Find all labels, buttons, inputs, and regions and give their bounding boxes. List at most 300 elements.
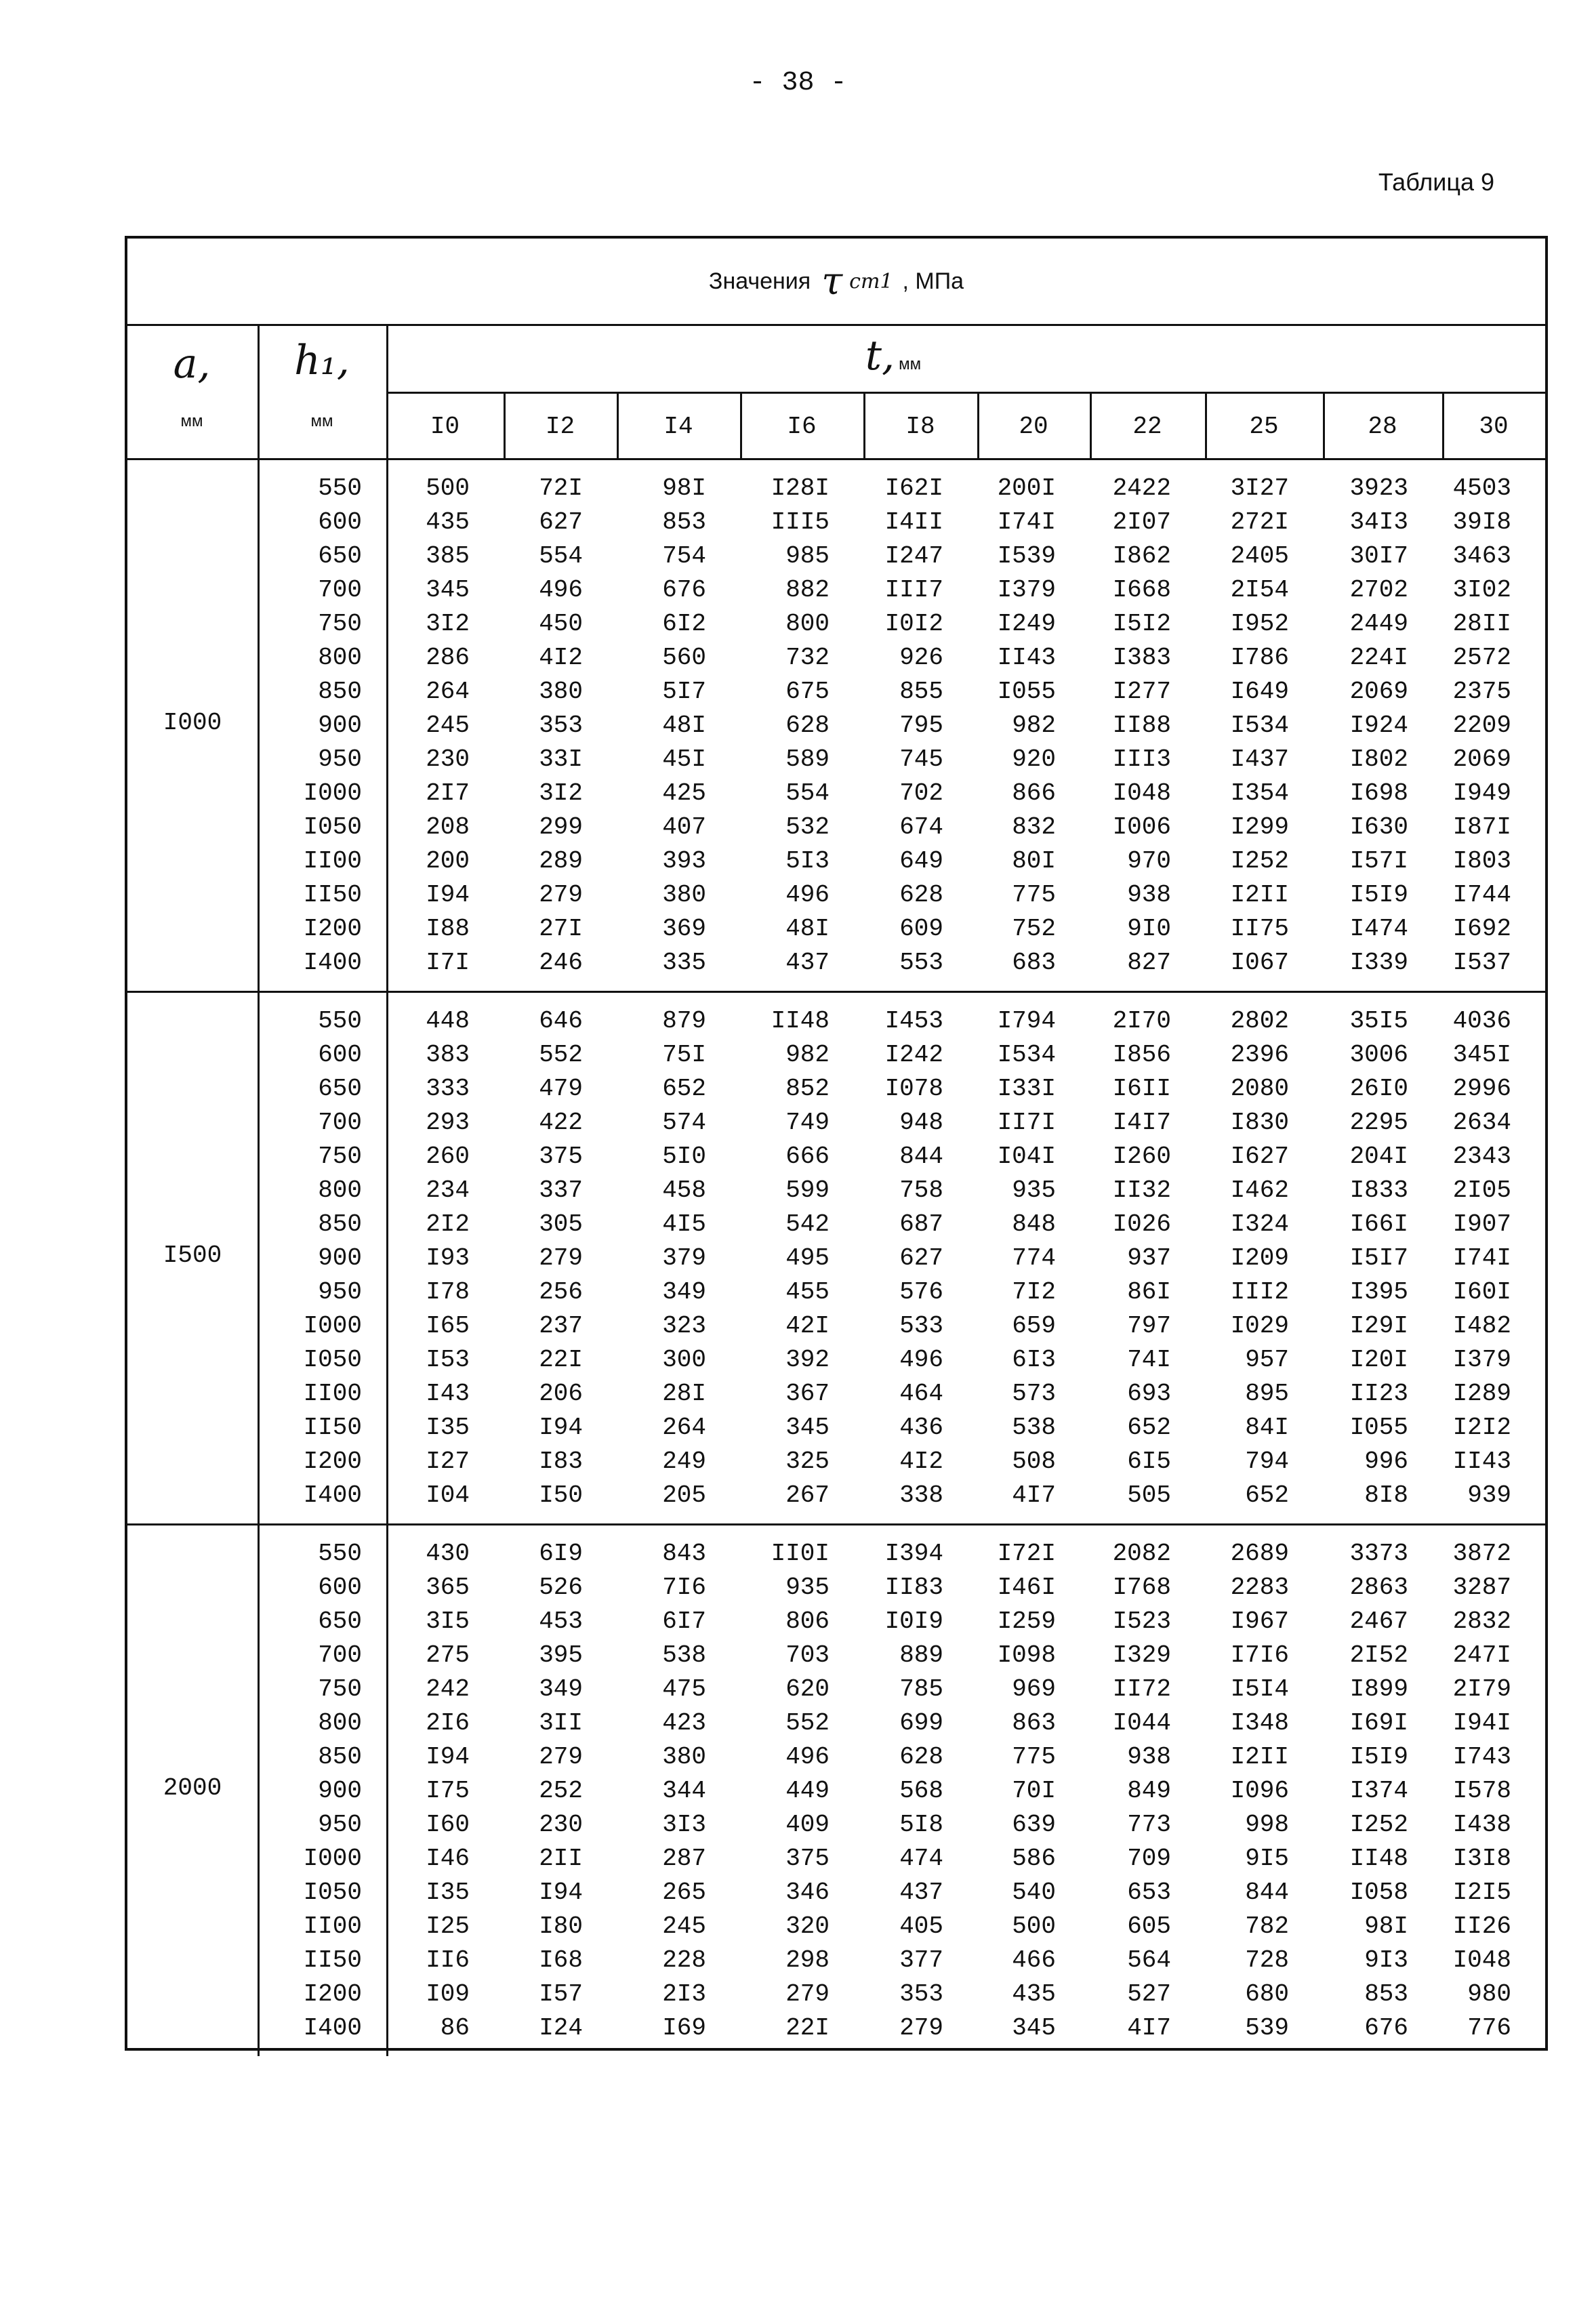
table-cell: 2375 (1452, 678, 1511, 705)
table-cell: 5I3 (785, 847, 830, 875)
t-label: t, (865, 332, 895, 380)
table-cell: 234 (426, 1176, 470, 1204)
table-cell: I833 (1349, 1176, 1408, 1204)
table-cell: 275 (426, 1641, 470, 1669)
table-cell: I94I (1452, 1709, 1511, 1737)
table-cell: 455 (785, 1278, 830, 1306)
table-cell: I437 (1230, 745, 1289, 773)
table-cell: 279 (539, 1743, 583, 1771)
table-cell: 45I (662, 745, 706, 773)
table-cell: 28II (1452, 610, 1511, 638)
table-cell: II32 (1112, 1176, 1171, 1204)
table-cell: 676 (662, 576, 706, 604)
table-cell: I25 (426, 1912, 470, 1940)
h1-value: I400 (303, 949, 362, 977)
table-cell: I768 (1112, 1574, 1171, 1601)
table-cell: 27I (539, 915, 583, 943)
table-cell: 693 (1127, 1380, 1171, 1408)
table-cell: 9I3 (1364, 1946, 1408, 1974)
a-value: 2000 (163, 1774, 222, 1802)
h1-value: 850 (318, 678, 362, 705)
table-cell: 948 (899, 1109, 943, 1136)
table-cell: I94 (539, 1879, 583, 1906)
table-cell: 2I2 (426, 1210, 470, 1238)
table-cell: 4I2 (539, 644, 583, 672)
table-cell: I2I2 (1452, 1414, 1511, 1441)
table-cell: 586 (1012, 1845, 1056, 1872)
table-cell: I7I6 (1230, 1641, 1289, 1669)
table-cell: 436 (899, 1414, 943, 1441)
h1-value: 900 (318, 712, 362, 739)
table-cell: I57I (1349, 847, 1408, 875)
table-cell: II7I (997, 1109, 1056, 1136)
table-cell: 365 (426, 1574, 470, 1601)
table-cell: 3872 (1452, 1540, 1511, 1568)
table-cell: I395 (1349, 1278, 1408, 1306)
table-cell: 346 (785, 1879, 830, 1906)
table-cell: 3287 (1452, 1574, 1511, 1601)
table-label: Таблица 9 (1378, 168, 1494, 196)
table-cell: 709 (1127, 1845, 1171, 1872)
table-cell: 34I3 (1349, 508, 1408, 536)
table-cell: I630 (1349, 813, 1408, 841)
table-cell: I856 (1112, 1041, 1171, 1069)
table-cell: 2996 (1452, 1075, 1511, 1103)
h1-value: I000 (303, 779, 362, 807)
table-cell: 895 (1245, 1380, 1289, 1408)
table-cell: I006 (1112, 813, 1171, 841)
h1-value: I050 (303, 1346, 362, 1374)
table-cell: 849 (1127, 1777, 1171, 1805)
table-cell: 377 (899, 1946, 943, 1974)
table-cell: 320 (785, 1912, 830, 1940)
table-cell: 749 (785, 1109, 830, 1136)
table-cell: I786 (1230, 644, 1289, 672)
h1-value: 600 (318, 1041, 362, 1069)
table-cell: 437 (899, 1879, 943, 1906)
table-cell: 505 (1127, 1481, 1171, 1509)
table-cell: 827 (1127, 949, 1171, 977)
h1-value: 650 (318, 1075, 362, 1103)
table-cell: 675 (785, 678, 830, 705)
table-cell: 22I (785, 2014, 830, 2042)
t-column-header: I6 (787, 413, 817, 441)
table-cell: 2832 (1452, 1607, 1511, 1635)
table-cell: 2I79 (1452, 1675, 1511, 1703)
table-cell: 998 (1245, 1811, 1289, 1839)
table-cell: 337 (539, 1176, 583, 1204)
title-unit: , МПа (902, 268, 964, 294)
table-cell: 542 (785, 1210, 830, 1238)
table-cell: I924 (1349, 712, 1408, 739)
table-cell: 508 (1012, 1448, 1056, 1475)
table-cell: 785 (899, 1675, 943, 1703)
table-cell: 74I (1127, 1346, 1171, 1374)
table-cell: 496 (785, 1743, 830, 1771)
a-value: I000 (163, 709, 222, 737)
table-cell: I4II (884, 508, 943, 536)
t-column-header: 25 (1249, 413, 1279, 441)
table-cell: I329 (1112, 1641, 1171, 1669)
h1-value: 700 (318, 1641, 362, 1669)
table-cell: 5I0 (662, 1143, 706, 1170)
table-cell: I096 (1230, 1777, 1289, 1805)
h1-value: I400 (303, 2014, 362, 2042)
table-cell: 464 (899, 1380, 943, 1408)
h1-value: II50 (303, 1946, 362, 1974)
table-cell: I058 (1349, 1879, 1408, 1906)
table-cell: 599 (785, 1176, 830, 1204)
table-cell: I802 (1349, 745, 1408, 773)
h1-value: 750 (318, 1675, 362, 1703)
group-divider (127, 991, 1545, 993)
table-cell: I04I (997, 1143, 1056, 1170)
table-cell: 533 (899, 1312, 943, 1340)
h1-value: 900 (318, 1777, 362, 1805)
table-cell: 3I02 (1452, 576, 1511, 604)
table-cell: I067 (1230, 949, 1289, 977)
table-cell: 496 (785, 881, 830, 909)
t-unit: мм (899, 355, 922, 373)
t-column-header: I4 (663, 413, 693, 441)
table-cell: I69 (662, 2014, 706, 2042)
table-cell: I72I (997, 1540, 1056, 1568)
table-cell: II6 (426, 1946, 470, 1974)
h1-value: II00 (303, 1380, 362, 1408)
table-cell: I299 (1230, 813, 1289, 841)
table-cell: 732 (785, 644, 830, 672)
table-cell: 832 (1012, 813, 1056, 841)
table-cell: 3923 (1349, 474, 1408, 502)
table-cell: I743 (1452, 1743, 1511, 1771)
table-cell: I4I7 (1112, 1109, 1171, 1136)
table-cell: I0I2 (884, 610, 943, 638)
table-cell: I04 (426, 1481, 470, 1509)
table-cell: III3 (1112, 745, 1171, 773)
table-cell: 289 (539, 847, 583, 875)
table-cell: 2080 (1230, 1075, 1289, 1103)
table-cell: 333 (426, 1075, 470, 1103)
table-cell: I374 (1349, 1777, 1408, 1805)
table-cell: I2II (1230, 881, 1289, 909)
table-cell: 3II (539, 1709, 583, 1737)
table-cell: 652 (662, 1075, 706, 1103)
table-cell: 745 (899, 745, 943, 773)
h1-value: 650 (318, 542, 362, 570)
t-column-header: 28 (1368, 413, 1397, 441)
table-cell: 6I2 (662, 610, 706, 638)
table-cell: I5I2 (1112, 610, 1171, 638)
table-cell: 800 (785, 610, 830, 638)
table-cell: 4I2 (899, 1448, 943, 1475)
table-cell: 496 (899, 1346, 943, 1374)
table-cell: 938 (1127, 881, 1171, 909)
table-cell: 649 (899, 847, 943, 875)
table-cell: 3I27 (1230, 474, 1289, 502)
table-cell: 985 (785, 542, 830, 570)
h1-value: 750 (318, 1143, 362, 1170)
table-cell: 564 (1127, 1946, 1171, 1974)
h1-value: I000 (303, 1312, 362, 1340)
table-cell: I907 (1452, 1210, 1511, 1238)
table-cell: 527 (1127, 1980, 1171, 2008)
table-cell: 609 (899, 915, 943, 943)
table-cell: 2572 (1452, 644, 1511, 672)
table-cell: I57 (539, 1980, 583, 2008)
table-cell: I967 (1230, 1607, 1289, 1635)
table-cell: I324 (1230, 1210, 1289, 1238)
table-cell: 98I (662, 474, 706, 502)
table-cell: 205 (662, 1481, 706, 1509)
table-cell: 996 (1364, 1448, 1408, 1475)
table-cell: 246 (539, 949, 583, 977)
table-cell: 30I7 (1349, 542, 1408, 570)
table-cell: I2I5 (1452, 1879, 1511, 1906)
table-cell: 466 (1012, 1946, 1056, 1974)
table-cell: I62I (884, 474, 943, 502)
table-cell: 422 (539, 1109, 583, 1136)
h1-value: 950 (318, 1278, 362, 1306)
table-cell: 2II (539, 1845, 583, 1872)
table-cell: 344 (662, 1777, 706, 1805)
table-cell: I260 (1112, 1143, 1171, 1170)
table-cell: 568 (899, 1777, 943, 1805)
table-cell: 345 (785, 1414, 830, 1441)
table-cell: I523 (1112, 1607, 1171, 1635)
table-cell: I94 (426, 881, 470, 909)
table-cell: I35 (426, 1879, 470, 1906)
table-cell: 409 (785, 1811, 830, 1839)
table-cell: I74I (997, 508, 1056, 536)
table-cell: I68 (539, 1946, 583, 1974)
table-cell: I60 (426, 1811, 470, 1839)
table-cell: 532 (785, 813, 830, 841)
table-cell: 652 (1127, 1414, 1171, 1441)
table-cell: I94 (426, 1743, 470, 1771)
table-cell: 628 (899, 881, 943, 909)
t-column-header: 20 (1019, 413, 1048, 441)
table-cell: I899 (1349, 1675, 1408, 1703)
table-cell: 628 (899, 1743, 943, 1771)
table-cell: 627 (539, 508, 583, 536)
table-cell: 3I3 (662, 1811, 706, 1839)
table-cell: I354 (1230, 779, 1289, 807)
h1-value: 550 (318, 474, 362, 502)
table-cell: 264 (426, 678, 470, 705)
table-cell: 206 (539, 1380, 583, 1408)
t-column-header: I0 (430, 413, 460, 441)
table-cell: 335 (662, 949, 706, 977)
t-column-header: 30 (1479, 413, 1509, 441)
table-cell: 383 (426, 1041, 470, 1069)
table-cell: II23 (1349, 1380, 1408, 1408)
table-cell: 982 (785, 1041, 830, 1069)
table-cell: 375 (785, 1845, 830, 1872)
table-cell: 554 (785, 779, 830, 807)
table-cell: 500 (426, 474, 470, 502)
table-cell: 353 (899, 1980, 943, 2008)
table-cell: 353 (539, 712, 583, 739)
table-cell: I649 (1230, 678, 1289, 705)
table-cell: I539 (997, 542, 1056, 570)
h1-value: 850 (318, 1743, 362, 1771)
table-cell: I482 (1452, 1312, 1511, 1340)
table-cell: 605 (1127, 1912, 1171, 1940)
table-cell: 305 (539, 1210, 583, 1238)
table-cell: 423 (662, 1709, 706, 1737)
table-cell: 2I07 (1112, 508, 1171, 536)
table-cell: 39I8 (1452, 508, 1511, 536)
table-cell: 843 (662, 1540, 706, 1568)
table-cell: 369 (662, 915, 706, 943)
table-cell: I65 (426, 1312, 470, 1340)
table-cell: 806 (785, 1607, 830, 1635)
table-cell: I692 (1452, 915, 1511, 943)
table-cell: 7I6 (662, 1574, 706, 1601)
table-cell: I627 (1230, 1143, 1289, 1170)
h1-value: I050 (303, 1879, 362, 1906)
table-cell: 576 (899, 1278, 943, 1306)
table-cell: II75 (1230, 915, 1289, 943)
table-cell: I949 (1452, 779, 1511, 807)
table-cell: 526 (539, 1574, 583, 1601)
table-cell: 3373 (1349, 1540, 1408, 1568)
group-divider (127, 1523, 1545, 1525)
table-cell: I462 (1230, 1176, 1289, 1204)
table-cell: I453 (884, 1007, 943, 1035)
table-cell: 204I (1349, 1143, 1408, 1170)
table-cell: 80I (1012, 847, 1056, 875)
table-cell: I044 (1112, 1709, 1171, 1737)
table-cell: I53 (426, 1346, 470, 1374)
table-cell: 666 (785, 1143, 830, 1170)
table-cell: 395 (539, 1641, 583, 1669)
table-cell: I098 (997, 1641, 1056, 1669)
table-cell: 33I (539, 745, 583, 773)
h1-value: I050 (303, 813, 362, 841)
table-cell: 279 (899, 2014, 943, 2042)
table-cell: 2689 (1230, 1540, 1289, 1568)
table-cell: 26I0 (1349, 1075, 1408, 1103)
table-cell: 48I (662, 712, 706, 739)
table-cell: 980 (1467, 1980, 1511, 2008)
table-cell: 500 (1012, 1912, 1056, 1940)
table-cell: I668 (1112, 576, 1171, 604)
table-cell: 653 (1127, 1879, 1171, 1906)
table-cell: 882 (785, 576, 830, 604)
table-cell: I33I (997, 1075, 1056, 1103)
table-cell: I277 (1112, 678, 1171, 705)
table-cell: I830 (1230, 1109, 1289, 1136)
table-cell: 86 (440, 2014, 470, 2042)
table-cell: 349 (539, 1675, 583, 1703)
table-cell: 683 (1012, 949, 1056, 977)
table-cell: 680 (1245, 1980, 1289, 2008)
table-cell: I242 (884, 1041, 943, 1069)
table-cell: 937 (1127, 1244, 1171, 1272)
table-title (127, 239, 1545, 324)
table-cell: 380 (662, 1743, 706, 1771)
table-cell: 345 (1012, 2014, 1056, 2042)
table-cell: 863 (1012, 1709, 1056, 1737)
table-cell: I24 (539, 2014, 583, 2042)
table-cell: I3I8 (1452, 1845, 1511, 1872)
table-cell: I259 (997, 1607, 1056, 1635)
table-cell: 4I7 (1012, 1481, 1056, 1509)
h1-value: 950 (318, 745, 362, 773)
table-cell: I379 (1452, 1346, 1511, 1374)
table-cell: III5 (771, 508, 830, 536)
h1-value: 950 (318, 1811, 362, 1839)
table-cell: 367 (785, 1380, 830, 1408)
table-cell: 2449 (1349, 610, 1408, 638)
table-cell: I69I (1349, 1709, 1408, 1737)
table-cell: I6II (1112, 1075, 1171, 1103)
table-cell: 687 (899, 1210, 943, 1238)
table-cell: I50 (539, 1481, 583, 1509)
h1-value: 650 (318, 1607, 362, 1635)
h1-value: 800 (318, 1709, 362, 1737)
table-cell: 208 (426, 813, 470, 841)
table-cell: 703 (785, 1641, 830, 1669)
table-cell: 554 (539, 542, 583, 570)
table-cell: II48 (1349, 1845, 1408, 1872)
table-cell: 448 (426, 1007, 470, 1035)
table-cell: I5I7 (1349, 1244, 1408, 1272)
table-cell: 267 (785, 1481, 830, 1509)
table-cell: I744 (1452, 881, 1511, 909)
table-cell: I383 (1112, 644, 1171, 672)
table-cell: 773 (1127, 1811, 1171, 1839)
table-cell: I537 (1452, 949, 1511, 977)
table-cell: 230 (539, 1811, 583, 1839)
table-cell: 474 (899, 1845, 943, 1872)
h1-value: 600 (318, 1574, 362, 1601)
table-cell: 299 (539, 813, 583, 841)
table-cell: II43 (1452, 1448, 1511, 1475)
table-cell: I74I (1452, 1244, 1511, 1272)
table-cell: I026 (1112, 1210, 1171, 1238)
table-cell: I952 (1230, 610, 1289, 638)
h1-value: 900 (318, 1244, 362, 1272)
table-cell: I252 (1230, 847, 1289, 875)
h1-value: 700 (318, 576, 362, 604)
table-cell: 3463 (1452, 542, 1511, 570)
table-cell: 2422 (1112, 474, 1171, 502)
table-cell: 853 (662, 508, 706, 536)
table-cell: I339 (1349, 949, 1408, 977)
table-cell: 775 (1012, 1743, 1056, 1771)
table-cell: 380 (662, 881, 706, 909)
table-cell: 84I (1245, 1414, 1289, 1441)
table-cell: 938 (1127, 1743, 1171, 1771)
a-unit: мм (180, 412, 203, 430)
table-cell: 774 (1012, 1244, 1056, 1272)
h1-value: II50 (303, 881, 362, 909)
table-cell: 2396 (1230, 1041, 1289, 1069)
table-cell: 848 (1012, 1210, 1056, 1238)
table-cell: I88 (426, 915, 470, 943)
table-cell: 256 (539, 1278, 583, 1306)
title-prefix: Значения (708, 268, 811, 294)
table-cell: I5I4 (1230, 1675, 1289, 1703)
table-cell: 844 (899, 1143, 943, 1170)
h1-value: 850 (318, 1210, 362, 1238)
table-cell: I28I (771, 474, 830, 502)
table-cell: 437 (785, 949, 830, 977)
table-cell: I29I (1349, 1312, 1408, 1340)
table-cell: 573 (1012, 1380, 1056, 1408)
